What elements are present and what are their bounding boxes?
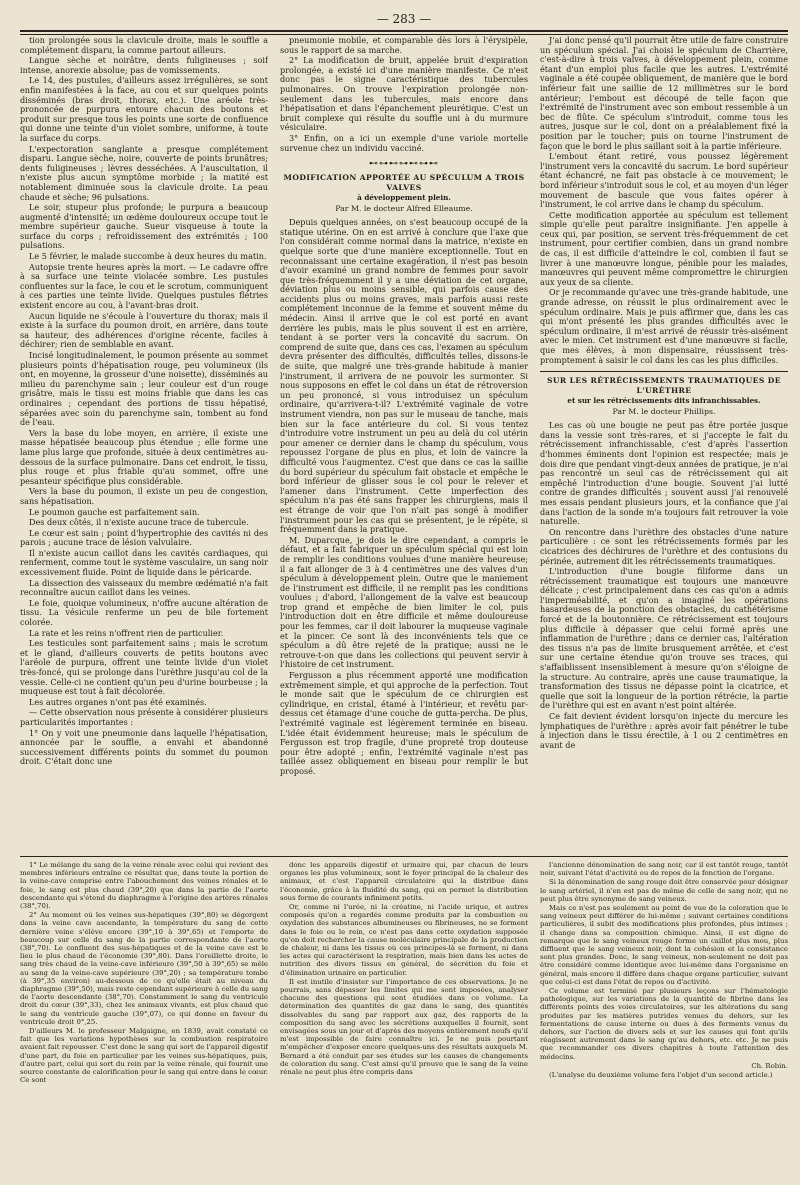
- review-signature: Ch. Robin.: [751, 1061, 788, 1070]
- column-2-text: [280, 36, 528, 153]
- paragraph: Les cas où une bougie ne peut pas être portée jusque dans la vessie sont très-rares, et si j'accepte le fait du rétrécissement infranchissable, c'est d'après l'assertion d'hommes éminents dont l'opinion est respectée; mais je dois dire que pendant vingt-deux années de pratique, je n'ai pas rencontré un seul cas de rétrécissement qui ait empêché l'introduction d'une bougie. Souvent j'ai lutté contre de grandes difficultés ; souvent aussi j'ai renouvelé mes essais pendant plusieurs jours, et la confiance que j'ai dans l'action de la sonde m'a toujours fait retrouver la voie naturelle.: [540, 420, 788, 527]
- paragraph: L'expectoration sanglante a presque complétement disparu. Langue sèche, noire, couverte de points brunâtres; dents fuligineuses ; lèvres desséchées. A l'auscultation, il n'existe plus aucun symptôme morbide ; la matité est notablement diminuée sous la clavicule droite. La peau chaude et sèche; 96 pulsations.: [20, 143, 268, 202]
- article-subtitle-uretre: et sur les rétrécissements dits infranchissables.: [567, 396, 761, 406]
- paragraph: Le poumon gauche est parfaitement sain.: [29, 506, 200, 517]
- paragraph: Il n'existe aucun caillot dans les cavités cardiaques, qui renferment, comme tout le système vasculaire, un sang noir excessivement fluide. Point de liquide dans le péricarde.: [20, 547, 268, 578]
- speculum-article-text: [280, 218, 528, 776]
- column-3: [540, 36, 788, 854]
- review-column-2: [280, 861, 528, 1163]
- byline-elleaume: Par M. le docteur Alfred Elleaume.: [335, 204, 473, 214]
- uretre-article-text: [540, 421, 788, 750]
- column-3-text: [540, 36, 788, 365]
- paragraph: Le 5 février, le malade succombe à deux heures du matin.: [29, 251, 267, 262]
- column-2: [280, 36, 528, 854]
- header-rule: [20, 30, 788, 32]
- paragraph: pneumonie mobile, et comparable dès lors à l'érysipèle, sous le rapport de sa marche.: [280, 36, 528, 55]
- paragraph: J'ai donc pensé qu'il pourrait être utile de faire construire un spéculum spécial. J'ai choisi le spéculum de Charrière, c'est-à-dire à trois valves, à développement plein, comme étant d'un emploi plus facile que les autres. L'extrémité vaginale a été coupée obliquement, de manière que le bord inférieur fait une saillie de 12 millimètres sur le bord antérieur; l'embout est découpé de telle façon que l'extrémité de l'instrument avec son embout ressemble à un bec de flûte. Ce spéculum s'introduit, comme tous les autres, jusque sur le col, dont on a préalablement fixé la position par le toucher; puis on tourne l'instrument de façon que le bord le plus saillant soit à la partie inférieure.: [540, 36, 788, 151]
- paragraph: Ce volume est terminé par plusieurs leçons sur l'hématologie pathologique, sur les variations de la quantité de fibrine dans les différents points des voies circulatoires, sur les altérations du sang produites par les matières putrides venues du dehors, sur les fermentations de cause interne ou dues à des ferments venus du dehors, sur l'action de divers sels et sur les causes qui font qu'ils réagissent autrement dans le sang qu'au dehors, etc. etc. Je ne puis que recommander ces divers chapitres à toute l'attention des médecins.: [540, 987, 788, 1061]
- paragraph: La rate et les reins n'offrent rien de particulier.: [29, 627, 224, 638]
- paragraph: Autopsie trente heures après la mort. — Le cadavre offre à sa surface une teinte violacée sombre. Les pustules confluentes sur la face, le cou et le scrotum, communiquent à ces parties une teinte livide. Quelques pustules flétries existent encore au cou, à l'avant-bras droit.: [20, 261, 268, 311]
- paragraph: 2° La modification de bruit, appelée bruit d'expiration prolongée, a existé ici d'une manière manifeste. Ce n'est donc pas le signe caractéristique des tubercules pulmonaires. On trouve l'expiration prolongée non-seulement dans les tubercules, mais encore dans l'hépatisation et dans l'épanchement pleurétique. C'est un bruit complexe qui résulte du souffle uni à du murmure vésiculaire.: [280, 55, 528, 133]
- paragraph: Les testicules sont parfaitement sains ; mais le scrotum et le gland, d'ailleurs couverts de petits boutons avec l'aréole de purpura, offrent une teinte livide d'un violet très-foncé, qui se prolonge dans l'urèthre jusqu'au col de la vessie. Celle-ci ne contient qu'un peu d'urine bourbeuse ; la muqueuse est tout à fait décolorée.: [20, 638, 268, 697]
- paragraph: L'introduction d'une bougie filiforme dans un rétrécissement traumatique est toujours une manœuvre délicate ; c'est principalement dans ces cas qu'on a admis l'imperméabilité, et qu'on a imaginé les opérations hasardeuses de la ponction des obstacles, du cathétérisme forcé et de la boutonnière. Ce rétrécissement est toujours plus difficile à dépasser que celui formé après une inflammation de l'urèthre ; dans ce dernier cas, l'altération des tissus n'a pas de limite brusquement arrêtée, et c'est sur une certaine étendue qu'on trouve ses traces, qui s'affaiblissent insensiblement à mesure qu'on s'éloigne de la structure. Au contraire, après une cause traumatique, la transformation des tissus ne dépasse point la cicatrice, et quelle que soit la longueur de la portion rétrécie, la partie de l'urèthre qui est en avant n'est point altérée.: [540, 566, 788, 711]
- article-title-uretre: SUR LES RÉTRÉCISSEMENTS TRAUMATIQUES DE L'URÈTHRE: [547, 376, 781, 396]
- paragraph: Fergusson a plus récemment apporté une modification extrêmement simple, et qui approche de la perfection. Tout le monde sait que le spéculum de ce chirurgien est cylindrique, en cristal, étamé à l'intérieur, et revêtu par-dessus cet étamage d'une couche de gutta-percha. De plus, l'extrémité vaginale est légèrement terminée en biseau. L'idée était évidemment heureuse; mais le spéculum de Fergusson est trop fragile, d'une propreté trop douteuse pour être adopté ; enfin, l'extrémité vaginale n'est pas taillée assez obliquement en biseau pour remplir le but proposé.: [280, 670, 528, 776]
- paragraph: Si la dénomination de sang rouge doit être conservée pour désigner le sang artériel, il n'en est pas de même de celle de sang noir, qui ne peut plus être synonyme de sang veineux.: [540, 878, 788, 903]
- paragraph: Le foie, quoique volumineux, n'offre aucune altération de tissu. La vésicule renferme un peu de bile fortement colorée.: [20, 597, 268, 628]
- article-subtitle-speculum: à développement plein.: [357, 193, 451, 203]
- paragraph: Aucun liquide ne s'écoule à l'ouverture du thorax; mais il existe à la surface du poumon droit, en arrière, dans toute sa hauteur, des adhérences d'origine récente, faciles à déchirer; rien de semblable en avant.: [20, 310, 268, 350]
- paragraph: tion prolongée sous la clavicule droite, mais le souffle a complétement disparu, la comme partout ailleurs.: [20, 36, 268, 55]
- paragraph: Depuis quelques années, on s'est beaucoup occupé de la statique utérine. On en est arrivé à conclure que l'axe que l'on considérait comme normal dans la matrice, n'existe en quelque sorte que d'une manière exceptionnelle. Tout en reconnaissant une certaine exagération, il n'est pas besoin d'avoir examiné un grand nombre de femmes pour savoir que très-fréquemment il y a une déviation de cet organe, déviation plus ou moins sensible, qui parfois cause des accidents plus ou moins graves, mais parfois aussi reste complétement inconnue de la femme et souvent même du médecin. Ainsi il arrive que le col est porté en avant derrière les pubis, mais le plus souvent il est en arrière, tendant à se porter vers la concavité du sacrum. On comprend de suite que, dans ces cas, l'examen au spéculum devra présenter des difficultés, difficultés telles, dissons-le de suite, que malgré une très-grande habitude à manier l'instrument, il arrivera de ne pouvoir les surmonter. Si nous supposons en effet le col dans un état de rétroversion un peu prononcé, si vous introduisez un spéculum ordinaire, qu'arrivera-t-il? L'extrémité vaginale de votre instrument viendra, non pas sur le museau de tanche, mais bien sur la face antérieure du col. Si vous tentez d'introduire votre instrument un peu au delà du col utérin pour amener ce dernier dans le champ du spéculum, vous repoussez l'organe de plus en plus, et loin de vaincre la difficulté vous l'augmentez. C'est que dans ce cas la saillie du bord supérieur du spéculum fait obstacle et empêche le bord inférieur de glisser sous le col pour le relever et l'amener dans l'instrument. Cette imperfection des spéculum n'a pas été sans frapper les chirurgiens, mais il est étrange de voir que l'on n'ait pas songé à modifier l'instrument pour les cas qui se présentent, je le répète, si fréquemment dans la pratique.: [280, 217, 528, 535]
- review-column-1: [20, 861, 268, 1163]
- article-title-speculum: MODIFICATION APPORTÉE AU SPÉCULUM A TROIS VALVES: [283, 173, 525, 193]
- paragraph: — Cette observation nous présente à considérer plusieurs particularités importantes :: [20, 707, 268, 727]
- paragraph: Or, comme ni l'urée, ni la créatine, ni l'acide urique, et autres composés qu'on a regardés comme produits par la combustion ou oxydation des substances albumineuses ou fibrineuses, ne se forment dans le foie ou le rein, ce n'est pas dans cette oxydation supposée qu'on doit rechercher la cause moléculaire principale de la production de chaleur, ni dans les tissus où ces principes-là se forment, ni dans les actes qui caractérisent la respiration, mais bien dans les actes de nutrition des divers tissus en général, de sécrétion du foie et d'élimination urinaire en particulier.: [280, 903, 528, 977]
- paragraph: 1° On y voit une pneumonie dans laquelle l'hépatisation, annoncée par le souffle, a envahi et abandonné successivement différents points du sommet du poumon droit. C'était donc une: [20, 727, 268, 767]
- paragraph: La dissection des vaisseaux du membre œdématié n'a fait reconnaître aucun caillot dans les veines.: [20, 577, 268, 598]
- main-text: [20, 36, 788, 854]
- paragraph: Les autres organes n'ont pas été examinés.: [29, 696, 207, 707]
- review-closing-note: (L'analyse du deuxième volume fera l'objet d'un second article.): [549, 1071, 773, 1080]
- column-1: [20, 36, 268, 854]
- review-column-3: [540, 861, 788, 1163]
- paragraph: 3° Enfin, on a ici un exemple d'une variole mortelle survenue chez un individu vacciné.: [280, 132, 528, 153]
- paragraph: Cette modification apportée au spéculum est tellement simple qu'elle peut paraître insignifiante. J'en appelle à ceux qui, par position, se servent très-fréquemment de cet instrument, pour certifier combien, dans un grand nombre de cas, il est difficile d'atteindre le col, combien il faut se livrer à une manœuvre longue, pénible pour les malades, manœuvres qui peuvent même compromettre le chirurgien aux yeux de sa cliente.: [540, 209, 788, 287]
- review-column-3-text: [540, 861, 788, 1061]
- paragraph: 1° Le mélange du sang de la veine rénale avec celui qui revient des membres inférieurs entraîne ce résultat que, dans toute la portion de la veine-cave comprise entre l'abouchement des veines rénales et le foie, le sang est plus chaud (39°,20) que dans la partie de l'aorte descendante qui s'étend du diaphragme à l'origine des artères rénales (38°,70).: [20, 861, 268, 911]
- paragraph: L'embout étant retiré, vous poussez légèrement l'instrument vers la concavité du sacrum. Le bord supérieur étant échancré, ne fait pas obstacle à ce mouvement; le bord inférieur s'introduit sous le col, et au moyen d'un léger mouvement de bascule que vous faites opérer à l'instrument, le col arrive dans le champ du spéculum.: [540, 151, 788, 210]
- page-header: [20, 10, 788, 36]
- paragraph: Le soir, stupeur plus profonde; le purpura a beaucoup augmenté d'intensité; un œdème douloureux occupe tout le membre supérieur gauche. Sueur visqueuse à toute la surface du corps ; refroidissement des extrémités ; 100 pulsations.: [20, 202, 268, 251]
- paragraph: donc les appareils digestif et urinaire qui, par chacun de leurs organes les plus volumineux, sont le foyer principal de la chaleur des animaux, et c'est l'appareil circulatoire qui la distribue dans l'économie, grâce à la fluidité du sang, qui en permet la distribution sous forme de courants infiniment petits.: [280, 861, 528, 902]
- review-section: [20, 856, 788, 1163]
- paragraph: 2° Au moment où les veines sus-hépatiques (39°,80) se dégorgent dans la veine cave ascendante, la température du sang de cette dernière veine s'élève encore (39°,10 à 39°,65) et l'emporte de beaucoup sur celle du sang de la partie correspondante de l'aorte (38°,70). Le confluent des sus-hépatiques et de la veine cave est le lieu le plus chaud de l'économie (39°,80). Dans l'oreillette droite, le sang très chaud de la veine-cave inférieure (39°,50 à 39°,65) se mêle au sang de la veine-cave supérieure (39°,20) ; sa température tombe (à 39°,35 environ) au-dessous de ce qu'elle était au niveau du diaphragme (39°,50), mais reste cependant supérieure à celle du sang de l'aorte descendante (38°,70). Constamment le sang du ventricule droit du cœur (39°,33), chez les animaux vivants, est plus chaud que le sang du ventricule gauche (39°,07), ce qui donne en faveur du ventricule droit 0°,25.: [20, 911, 268, 1026]
- paragraph: Vers la base du poumon, il existe un peu de congestion, sans hépatisation.: [20, 486, 268, 506]
- paragraph: Le cœur est sain ; point d'hypertrophie des cavités ni des parois ; aucune trace de lésion valvulaire.: [20, 527, 268, 548]
- paragraph: Mais ce n'est pas seulement au point de vue de la coloration que le sang veineux peut différer de lui-même ; suivant certaines conditions particulières, il subit des modifications plus profondes, plus intimes ; il change dans sa composition chimique. Ainsi, il est digne de remarque que le sang veineux rouge forme un caillot plus mou, plus diffluent que le sang veineux noir, dont la cohésion et la consistance sont plus grandes. Donc, le sang veineux, non-seulement ne doit pas être considéré comme identique avec lui-même dans l'organisme en général, mais encore il diffère dans chaque organe particulier, suivant que celui-ci est dans l'état de repos ou d'activité.: [540, 904, 788, 986]
- section-rule: [540, 371, 788, 372]
- paragraph: Vers la base du lobe moyen, en arrière, il existe une masse hépatisée beaucoup plus étendue ; elle forme une lame plus large que profonde, située à deux centimètres au-dessous de la surface pulmonaire. Dans cet endroit, le tissu, plus rouge et plus friable qu'au sommet, offre une pesanteur spécifique plus considérable.: [20, 427, 268, 486]
- paragraph: Le 14, des pustules, d'ailleurs assez irrégulières, se sont enfin manifestées à la face, au cou et sur quelques points disséminés (bras droit, thorax, etc.). Une aréole très-prononcée de purpura entoure chacun des boutons et produit sur presque tous les points une sorte de confluence qui donne une teinte d'un violet sombre, uniforme, à toute la surface du corps.: [20, 75, 268, 143]
- paragraph: On rencontre dans l'urèthre des obstacles d'une nature particulière : ce sont les rétrécissements formés par les cicatrices des déchirures de l'urèthre et des contusions du périnée, autrement dit les rétrécissements traumatiques.: [540, 526, 788, 566]
- paragraph: Incisé longitudinalement, le poumon présente au sommet plusieurs points d'hépatisation rouge, peu volumineux (ils ont, en moyenne, la grosseur d'une noisette), disséminés au milieu du parenchyme sain ; leur couleur est d'un rouge grisâtre, mais le tissu est moins friable que dans les cas ordinaires ; cependant des portions de tissu hépatisé, séparées avec soin du parenchyme sain, tombent au fond de l'eau.: [20, 350, 268, 428]
- paragraph: M. Duparcque, je dois le dire cependant, a compris le défaut, et a fait fabriquer un spéculum spécial qui est loin de remplir les conditions voulues d'une manière heureuse; il a fait allonger de 3 à 4 centimètres une des valves d'un spéculum à développement plein. Outre que le maniement de l'instrument est difficile, il ne remplit pas les conditions voulues ; d'abord, l'allongement de la valve est beaucoup trop grand et empêche de bien limiter le col, puis l'introduction doit en être difficile et même douloureuse pour les femmes, car il doit labourer la muqueuse vaginale et la pincer. Ce sont là des inconvénients tels que ce spéculum a dû être rejeté de la pratique; aussi ne le retrouve-t-on que dans les collections qui peuvent servir à l'histoire de cet instrument.: [280, 534, 528, 670]
- paragraph: D'ailleurs M. le professeur Malgaigne, en 1839, avait constaté ce fait que les variations hypothèses sur la combustion respiratoire avaient fait repousser. C'est donc le sang qui sort de l'appareil digestif d'une part, du foie en particulier par les veines sus-hépatiques, puis, d'autre part, celui qui sort du rein par la veine rénale, qui fournit une source constante de calorification pour le sang qui entre dans le cœur. Ce sont: [20, 1027, 268, 1085]
- page-number: — 283 —: [376, 12, 432, 26]
- paragraph: Ce fait devient évident lorsqu'on injecte du mercure les lymphatiques de l'urèthre : après avoir fait pénétrer le tube à injection dans le tissu érectile, à 1 ou 2 centimètres en avant de: [540, 711, 788, 750]
- paragraph: l'ancienne dénomination de sang noir, car il est tantôt rouge, tantôt noir, suivant l'état d'activité ou de repos de la fonction de l'organe.: [540, 861, 788, 878]
- paragraph: Langue sèche et noirâtre, dents fuligineuses ; soif intense, anorexie absolue; pas de vomissements.: [20, 55, 268, 75]
- ornament-divider: ⊷⊶⊷⊶⊷⊶⊷: [369, 159, 439, 170]
- paragraph: Des deux côtés, il n'existe aucune trace de tubercule.: [29, 517, 249, 528]
- paragraph: Il est inutile d'insister sur l'importance de ces observations. Je ne pourrais, sans dépasser les limites qui me sont imposées, analyser chacune des questions qui sont étudiées dans ce volume. La détermination des quantités de gaz dans le sang, des quantités dissolvables du sang par rapport aux gaz, des rapports de la composition du sang avec les sécrétions auxquelles il fournit, sont envisagées sous un jour et d'après des moyens entièrement neufs qu'il m'est impossible de faire connaître ici. Je ne puis pourtant m'empêcher d'exposer encore quelques-uns des résultats auxquels M. Bernard a été conduit par ses études sur les causes de changements de coloration du sang. C'est ainsi qu'il prouve que le sang de la veine rénale ne peut plus être compris dans: [280, 977, 528, 1077]
- byline-phillips: Par M. le docteur Phillips.: [612, 407, 716, 417]
- paragraph: Or je recommande qu'avec une très-grande habitude, une grande adresse, on réussit le plus ordinairement avec le spéculum ordinaire. Mais je puis affirmer que, dans les cas qui m'ont présenté les plus grandes difficultés avec le spéculum ordinaire, il m'est arrivé de réussir très-aisément avec le mien. Cet instrument est d'une manœuvre si facile, que mes élèves, à mon dispensaire, réussissent très-promptement à saisir le col dans les cas les plus difficiles.: [540, 287, 788, 365]
